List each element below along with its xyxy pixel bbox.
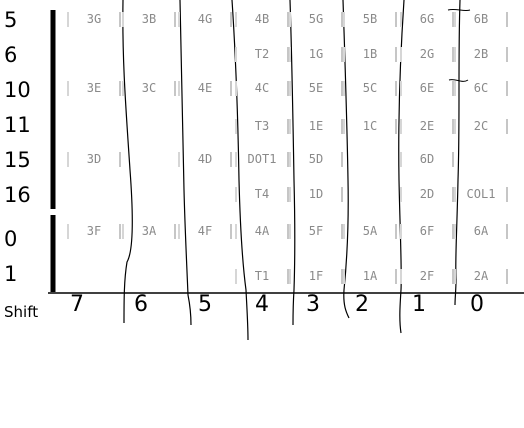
grid-cell: 6F — [404, 223, 450, 240]
bit-label-0: 0 — [470, 292, 484, 317]
grid-cell: 4D — [182, 151, 228, 168]
grid-cell: 5G — [293, 11, 339, 28]
grid-cell: T2 — [239, 46, 285, 63]
grid-cell: 1F — [293, 268, 339, 285]
grid-cell: 6G — [404, 11, 450, 28]
grid-cell: 2G — [404, 46, 450, 63]
grid-cell: 4F — [182, 223, 228, 240]
grid-cell: 6D — [404, 151, 450, 168]
grid-cell: 1D — [293, 186, 339, 203]
grid-cell: COL1 — [458, 186, 504, 203]
row-label-10: 10 — [4, 78, 31, 102]
bit-label-1: 1 — [412, 292, 426, 317]
grid-cell: 6C — [458, 80, 504, 97]
grid-cell: 3G — [71, 11, 117, 28]
grid-cell: 3C — [126, 80, 172, 97]
grid-cell: DOT1 — [239, 151, 285, 168]
separator-7-6 — [123, 0, 132, 323]
grid-cell: 4E — [182, 80, 228, 97]
row-label-6: 6 — [4, 43, 18, 67]
row-label-0: 0 — [4, 227, 18, 251]
grid-cell: 4A — [239, 223, 285, 240]
bit-label-5: 5 — [198, 292, 212, 317]
bit-label-2: 2 — [355, 292, 369, 317]
grid-cell: 6A — [458, 223, 504, 240]
grid-cell: 2E — [404, 118, 450, 135]
grid-cell: 2F — [404, 268, 450, 285]
grid-cell: 3E — [71, 80, 117, 97]
grid-cell: 3B — [126, 11, 172, 28]
shift-label: Shift — [4, 303, 39, 321]
grid-cell: 5E — [293, 80, 339, 97]
grid-cell: 5D — [293, 151, 339, 168]
row-label-15: 15 — [4, 148, 31, 172]
grid-cell: 3D — [71, 151, 117, 168]
bit-label-6: 6 — [134, 292, 148, 317]
grid-cell: T4 — [239, 186, 285, 203]
grid-cell: 5C — [347, 80, 393, 97]
grid-cell: 1E — [293, 118, 339, 135]
bit-label-7: 7 — [70, 292, 84, 317]
grid-cell: 2D — [404, 186, 450, 203]
grid-cell: 5A — [347, 223, 393, 240]
grid-cell: 2B — [458, 46, 504, 63]
grid-cell: 1G — [293, 46, 339, 63]
grid-cell: 3F — [71, 223, 117, 240]
grid-cell: 6B — [458, 11, 504, 28]
bit-label-4: 4 — [255, 292, 269, 317]
row-label-11: 11 — [4, 113, 31, 137]
grid-cell: 1A — [347, 268, 393, 285]
row-label-16: 16 — [4, 183, 31, 207]
grid-cell: 6E — [404, 80, 450, 97]
bit-label-3: 3 — [306, 292, 320, 317]
grid-cell: 4C — [239, 80, 285, 97]
grid-cell: 1B — [347, 46, 393, 63]
grid-cell: 4G — [182, 11, 228, 28]
grid-cell: 2A — [458, 268, 504, 285]
row-label-1: 1 — [4, 262, 18, 286]
grid-cell: T3 — [239, 118, 285, 135]
grid-cell: 1C — [347, 118, 393, 135]
grid-cell: 5B — [347, 11, 393, 28]
grid-cell: 4B — [239, 11, 285, 28]
grid-cell: T1 — [239, 268, 285, 285]
row-label-5: 5 — [4, 8, 18, 32]
grid-cell: 3A — [126, 223, 172, 240]
grid-cell: 2C — [458, 118, 504, 135]
grid-cell: 5F — [293, 223, 339, 240]
